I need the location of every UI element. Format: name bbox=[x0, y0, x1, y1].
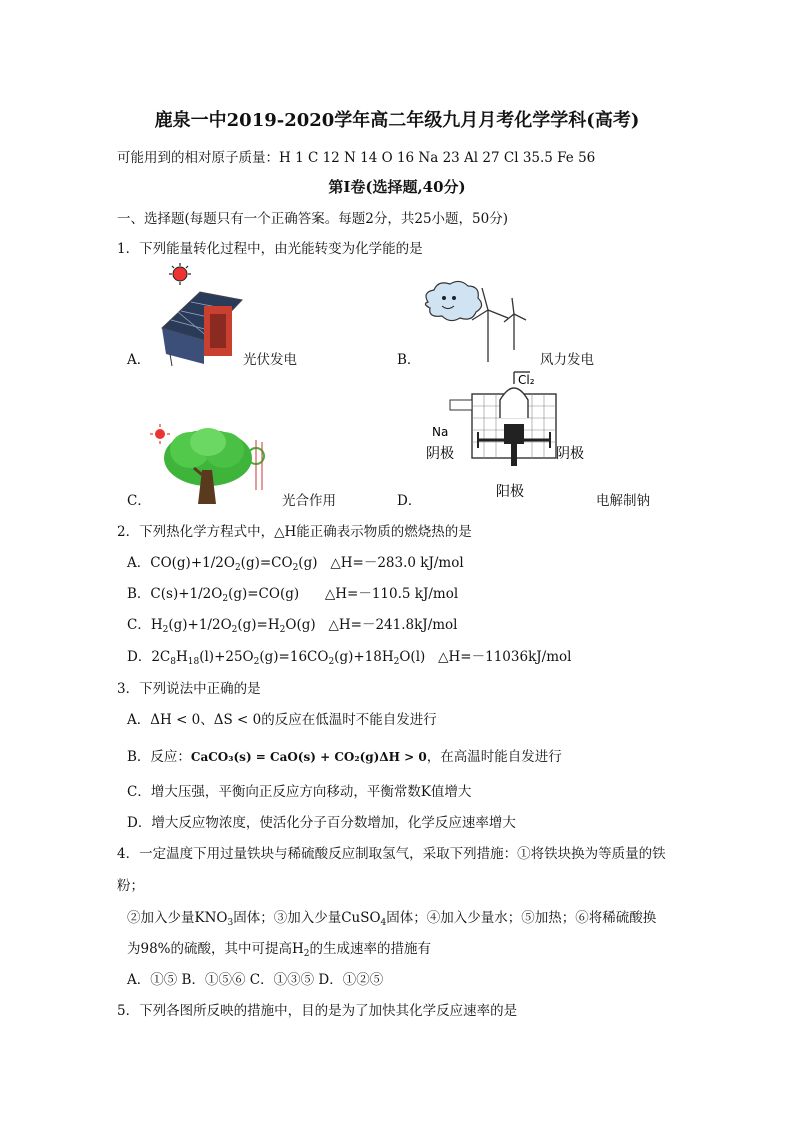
cl2-label: Cl₂ bbox=[518, 373, 535, 387]
tree-photosynthesis-image bbox=[150, 420, 274, 506]
q1-option-a-letter: A． bbox=[127, 352, 151, 368]
q4-measures-line: ②加入少量$KNO_3$固体；③加入少量CuSO$_4$固体；④加入少量水；⑤加热；⑥将稀硫酸换 bbox=[127, 910, 657, 928]
solar-panel-image bbox=[160, 262, 244, 368]
q5-stem: 5．下列各图所反映的措施中，目的是为了加快其化学反应速率的是 bbox=[117, 1003, 518, 1019]
q1-option-c-label: 光合作用 bbox=[282, 493, 336, 509]
anode-label: 阳极 bbox=[496, 484, 524, 500]
q4-stem-line2: 粉； bbox=[117, 878, 144, 894]
q3-b-formula: CaCO₃(s) = CaO(s) + CO₂(g)ΔH > 0 bbox=[190, 750, 427, 764]
q2-option-a: A．$CO(g)+1/2O_2(g)=CO_2(g)$ △H=－283.0 kJ/mol bbox=[127, 555, 464, 573]
q3-option-b: B．反应：CaCO₃(s) = CaO(s) + CO₂(g)ΔH > 0，在高温时能自发进行 bbox=[127, 749, 562, 765]
q1-option-a-label: 光伏发电 bbox=[243, 352, 297, 368]
q4-options: A．①⑤ B．①⑤⑥ C．①③⑤ D．①②⑤ bbox=[127, 972, 384, 988]
section-instruction: 一、选择题(每题只有一个正确答案。每题2分，共25小题，50分) bbox=[117, 211, 508, 227]
q1-option-b-label: 风力发电 bbox=[540, 352, 594, 368]
cathode-right-label: 阴极 bbox=[556, 446, 584, 462]
q2-option-b: B．$C(s)+1/2O_2(g)=CO(g)$ △H=－110.5 kJ/mol bbox=[127, 586, 459, 604]
q1-stem: 1．下列能量转化过程中，由光能转变为化学能的是 bbox=[117, 241, 423, 257]
exam-title: 鹿泉一中2019-2020学年高二年级九月月考化学学科(高考) bbox=[154, 110, 640, 131]
q3-stem: 3．下列说法中正确的是 bbox=[117, 681, 261, 697]
q2-stem: 2．下列热化学方程式中，△H能正确表示物质的燃烧热的是 bbox=[117, 524, 472, 540]
electrolysis-apparatus-image bbox=[420, 370, 596, 504]
section-heading: 第Ⅰ卷(选择题,40分) bbox=[328, 178, 466, 196]
q4-stem-line1: 4．一定温度下用过量铁块与稀硫酸反应制取氢气，采取下列措施：①将铁块换为等质量的铁 bbox=[117, 846, 666, 862]
q3-option-c: C．增大压强，平衡向正反应方向移动，平衡常数K值增大 bbox=[127, 784, 472, 800]
q1-option-c-letter: C． bbox=[127, 493, 151, 509]
q4-measures-line2: 为98%的硫酸，其中可提高$H_2$的生成速率的措施有 bbox=[127, 941, 432, 959]
cathode-left-label: 阴极 bbox=[426, 446, 454, 462]
q3-option-d: D．增大反应物浓度，使活化分子百分数增加，化学反应速率增大 bbox=[127, 815, 516, 831]
q2-option-c: C．$H_2(g)+1/2O_2(g)=H_2O(g)$ △H=－241.8kJ/mol bbox=[127, 617, 458, 635]
q1-option-d-label: 电解制钠 bbox=[596, 493, 650, 509]
q3-option-a: A．ΔH < 0、ΔS < 0的反应在低温时不能自发进行 bbox=[127, 712, 437, 728]
q1-option-d-letter: D． bbox=[397, 493, 422, 509]
wind-turbine-image bbox=[420, 280, 530, 364]
q1-option-b-letter: B． bbox=[397, 352, 421, 368]
atomic-masses: 可能用到的相对原子质量：H 1 C 12 N 14 O 16 Na 23 Al 27 Cl 35.5 Fe 56 bbox=[117, 150, 596, 166]
na-label: Na bbox=[432, 425, 449, 439]
q2-option-d: D．$2C_8H_{18}(l)+25O_2(g)=16CO_2(g)+18H_2O(l)$ △H=－11036kJ/mol bbox=[127, 649, 572, 667]
